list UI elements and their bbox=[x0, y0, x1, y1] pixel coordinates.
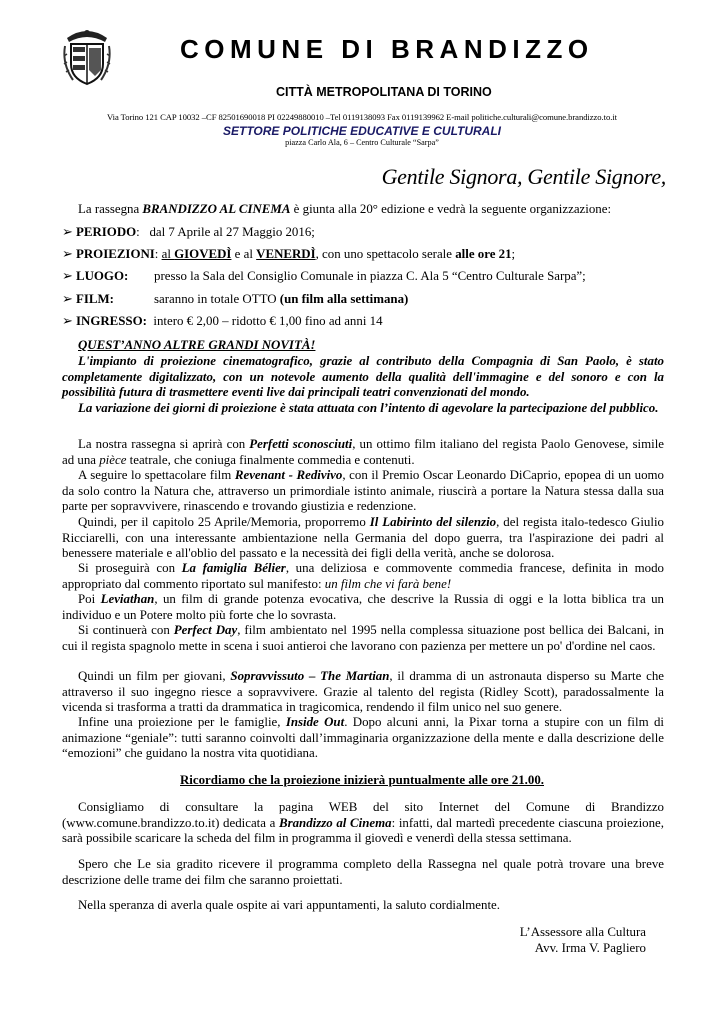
department-name: SETTORE POLITICHE EDUCATIVE E CULTURALI bbox=[222, 124, 501, 138]
film-text: , una deliziosa e commovente commedia francese, definita in modo appropriato dal commento riportato sul manifesto: bbox=[62, 561, 664, 591]
film-value: saranno in totale OTTO bbox=[154, 292, 280, 306]
film-text: Quindi un film per giovani, bbox=[78, 669, 231, 683]
start-time-reminder: Ricordiamo che la proiezione inizierà puntualmente alle ore 21.00. bbox=[180, 773, 544, 787]
arrow-bullet-icon: ➢ bbox=[62, 247, 73, 261]
website-section-name: Brandizzo al Cinema bbox=[278, 815, 392, 830]
proiezioni-day-thursday: GIOVEDÌ bbox=[174, 247, 232, 261]
greeting: Gentile Signora, Gentile Signore, bbox=[381, 164, 666, 189]
film-paragraph-7 bbox=[62, 669, 664, 716]
luogo-value: presso la Sala del Consiglio Comunale in piazza C. Ala 5 “Centro Culturale Sarpa”; bbox=[154, 269, 586, 283]
news-heading: QUEST’ANNO ALTRE GRANDI NOVITÀ! bbox=[78, 338, 316, 352]
arrow-bullet-icon: ➢ bbox=[62, 314, 73, 328]
closing-paragraph-2: Spero che Le sia gradito ricevere il programma completo della Rassegna nel quale potrà trovare una breve descrizione delle trame dei film che saranno proiettati. bbox=[62, 857, 664, 887]
film-text: teatrale, che coniuga finalmente commedia e contenuti. bbox=[126, 452, 415, 467]
arrow-bullet-icon: ➢ bbox=[62, 269, 73, 283]
film-paragraph-8 bbox=[62, 715, 664, 762]
periodo-colon: : bbox=[136, 225, 140, 239]
proiezioni-text-3: , con uno spettacolo serale bbox=[315, 247, 456, 261]
ingresso-label: INGRESSO: bbox=[76, 314, 147, 328]
film-paragraph-4 bbox=[62, 561, 664, 592]
intro-text: La rassegna bbox=[78, 202, 143, 216]
periodo-label: PERIODO bbox=[76, 225, 137, 239]
film-title: Perfect Day bbox=[173, 623, 238, 637]
film-text: , il dramma di un astronauta disperso su Marte che attraverso il suo ingegno riesce a sopravvivere. Grazie al talento del regista (Ridley Scott), paradossalmente la vicenda si trasforma a tratti da drammatica in tragicomica, rendendo il film unico nel suo genere. bbox=[62, 669, 664, 715]
coat-of-arms-icon bbox=[61, 24, 113, 88]
film-text: Quindi, per il capitolo 25 Aprile/Memoria, proporremo bbox=[78, 515, 370, 529]
intro-text-end: è giunta alla 20° edizione e vedrà la seguente organizzazione: bbox=[290, 202, 612, 216]
department-venue: piazza Carlo Ala, 6 – Centro Culturale “Sarpa” bbox=[285, 138, 439, 147]
film-title: Perfetti sconosciuti bbox=[249, 437, 353, 451]
film-text: A seguire lo spettacolare film bbox=[78, 468, 235, 482]
film-frequency: (un film alla settimana) bbox=[279, 292, 409, 306]
film-title: La famiglia Bélier bbox=[181, 561, 286, 575]
signatory-name: Avv. Irma V. Pagliero bbox=[534, 941, 646, 955]
proiezioni-day-friday: VENERDÌ bbox=[256, 247, 316, 261]
proiezioni-text-2: e al bbox=[231, 247, 257, 261]
film-text: , un ottimo film italiano del regista Paolo Genovese, simile ad una bbox=[62, 437, 664, 467]
film-text: Infine una proiezione per le famiglie, bbox=[78, 715, 286, 729]
film-text: , con il Premio Oscar Leonardo DiCaprio, epopea di un uomo da solo contro la Natura che, attraverso un primordiale istinto animale, riuscirà a portare la Natura stessa dalla sua parte per sopravvivere, rinascendo e trovando giustizia e redenzione. bbox=[62, 468, 664, 514]
arrow-bullet-icon: ➢ bbox=[62, 225, 73, 239]
luogo-label-text: LUOGO bbox=[76, 269, 124, 283]
list-item-periodo bbox=[62, 225, 315, 240]
proiezioni-time: alle ore 21 bbox=[455, 247, 512, 261]
film-title: Sopravvissuto – The Martian bbox=[230, 669, 390, 683]
municipality-title: COMUNE DI BRANDIZZO bbox=[180, 34, 594, 64]
film-text-italic: un film che vi farà bene! bbox=[324, 576, 452, 591]
film-title: Il Labirinto del silenzio bbox=[369, 515, 497, 529]
list-item-ingresso bbox=[62, 314, 383, 329]
film-text: , un film di grande potenza evocativa, che descrive la Russia di oggi e la lotta biblica tra un individuo e un Potere molto più forte che lo sovrasta. bbox=[62, 592, 664, 622]
closing-paragraph-3: Nella speranza di averla quale ospite ai vari appuntamenti, la saluto cordialmente. bbox=[78, 898, 500, 912]
list-item-film bbox=[62, 292, 408, 307]
film-title: Inside Out bbox=[285, 715, 345, 729]
luogo-label: LUOGO: bbox=[76, 269, 129, 283]
film-paragraph-2 bbox=[62, 468, 664, 515]
contact-address: Via Torino 121 CAP 10032 –CF 82501690018 PI 02249880010 –Tel 0119138093 Fax 0119139962 E-mail politiche.culturali@comune.brandizzo.to.it bbox=[106, 112, 618, 122]
film-text-italic: pièce bbox=[99, 452, 127, 467]
film-title: Leviathan bbox=[100, 592, 155, 606]
closing-paragraph-1 bbox=[62, 800, 664, 847]
signature-block bbox=[520, 924, 646, 956]
film-text: Si continuerà con bbox=[78, 623, 174, 637]
film-text: . Dopo alcuni anni, la Pixar torna a stupire con un film di animazione “geniale”: tutti saranno coinvolti dall’immaginaria organizzazione della mente e dalla descrizione delle “emozioni” che guidano la nostra vita quotidiana. bbox=[62, 715, 664, 761]
film-text: Poi bbox=[78, 592, 101, 606]
event-name: BRANDIZZO AL CINEMA bbox=[142, 202, 291, 216]
list-item-proiezioni bbox=[62, 247, 515, 262]
news-paragraph-2: La variazione dei giorni di proiezione è stata attuata con l’intento di agevolare la partecipazione del pubblico. bbox=[78, 401, 659, 415]
film-paragraph-6 bbox=[62, 623, 664, 654]
list-item-luogo bbox=[62, 269, 586, 284]
closing-text: Consigliamo di consultare la pagina WEB del sito Internet del Comune di Brandizzo (www.comune.brandizzo.to.it) dedicata a bbox=[62, 800, 664, 830]
film-text: , del regista italo-tedesco Giulio Ricciarelli, con una interessante ambientazione nella Germania del dopo guerra, tra l'aspirazione dei padri al benessere materiale e all'oblio del passato e la necessità dei figli della verità, anche se dolorosa. bbox=[62, 515, 664, 561]
film-text: La nostra rassegna si aprirà con bbox=[78, 437, 250, 451]
intro-paragraph bbox=[78, 202, 680, 218]
arrow-bullet-icon: ➢ bbox=[62, 292, 73, 306]
ingresso-value: intero € 2,00 – ridotto € 1,00 fino ad anni 14 bbox=[153, 314, 383, 328]
signatory-role: L’Assessore alla Cultura bbox=[519, 925, 646, 939]
film-paragraph-1 bbox=[62, 437, 664, 468]
proiezioni-text-4: ; bbox=[511, 247, 516, 261]
news-paragraph-1: L'impianto di proiezione cinematografico, grazie al contributo della Compagnia di San Paolo, è stato completamente digitalizzato, con un notevole aumento della qualità dell'immagine e del sonoro e con la possibilità futura di trasmettere eventi live dai principali teatri convenzionati del mondo. bbox=[62, 354, 664, 400]
metropolitan-city-subtitle: CITTÀ METROPOLITANA DI TORINO bbox=[276, 85, 492, 99]
film-paragraph-3 bbox=[62, 515, 664, 562]
closing-text: : infatti, dal martedì precedente ciascuna proiezione, sarà possibile scaricare la scheda del film in programma il giovedì e venerdì della stessa settimana. bbox=[62, 815, 664, 846]
periodo-value: dal 7 Aprile al 27 Maggio 2016; bbox=[149, 225, 315, 239]
proiezioni-text: al bbox=[161, 247, 175, 261]
film-text: Si proseguirà con bbox=[78, 561, 182, 575]
film-paragraph-5 bbox=[62, 592, 664, 623]
proiezioni-label: PROIEZIONI bbox=[76, 247, 155, 261]
film-text: , film ambientato nel 1995 nella complessa situazione post bellica dei Balcani, in cui il regista spagnolo mette in scena i suoi antieroi che lavorano con pazienza per mettere un po' d'ordine nel caos. bbox=[62, 623, 664, 653]
film-label: FILM: bbox=[76, 292, 114, 306]
film-title: Revenant - Redivivo bbox=[234, 468, 343, 482]
proiezioni-colon: : bbox=[154, 247, 162, 261]
